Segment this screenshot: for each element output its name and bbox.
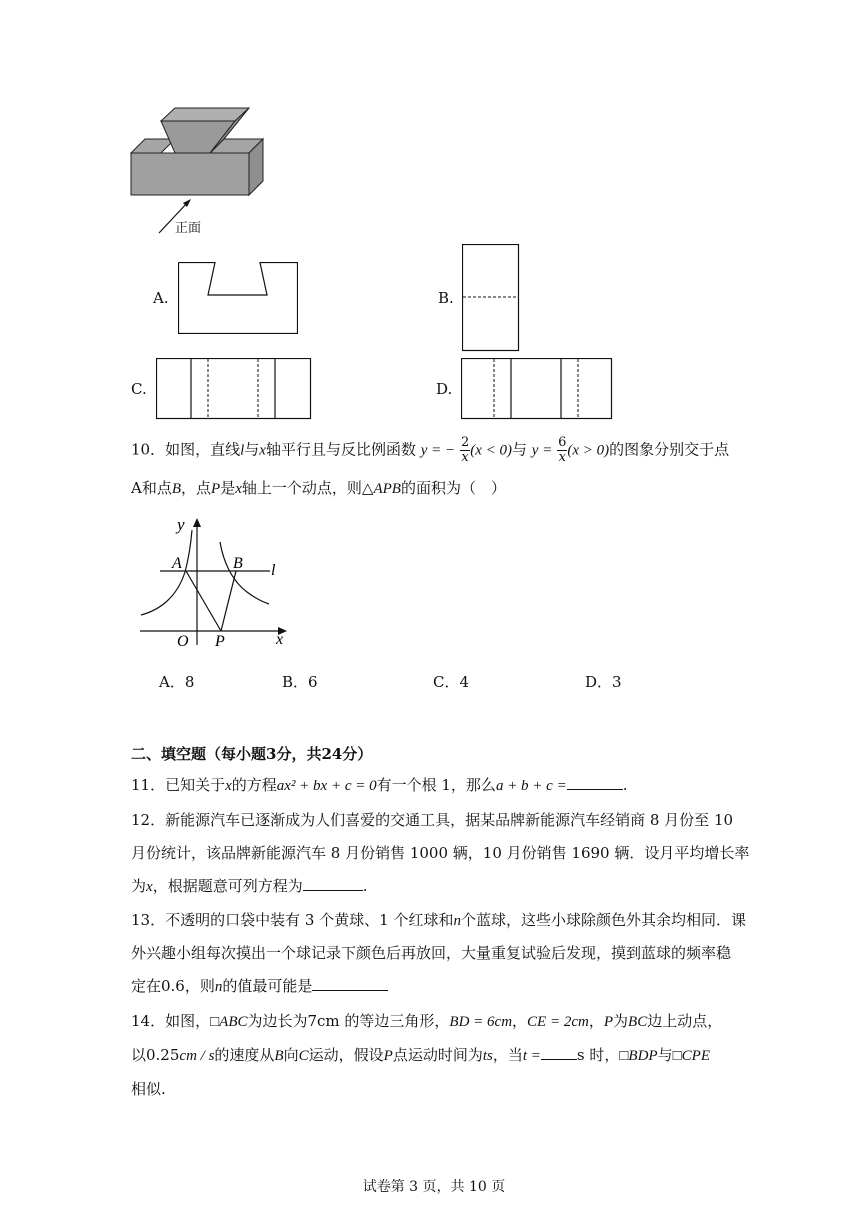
- q14-text-i: 点运动时间为: [392, 1046, 483, 1064]
- option-c-letter: C.: [131, 380, 147, 398]
- q12-var-x: x: [146, 879, 153, 895]
- graph-label-l: l: [271, 562, 276, 579]
- graph-label-a: A: [172, 555, 182, 572]
- q14-line3: 相似.: [131, 1080, 166, 1098]
- q13-text-a: 13．不透明的口袋中装有 3 个黄球、1 个红球和: [131, 911, 454, 929]
- q14-var-p2: P: [383, 1048, 393, 1064]
- q14-text-j: ，当: [492, 1046, 523, 1064]
- q14-comma2: ，: [588, 1012, 604, 1030]
- q13-line2: 外兴趣小组每次摸出一个球记录下颜色后再放回，大量重复试验后发现，摸到蓝球的频率稳: [131, 944, 732, 962]
- q10-option-b-letter: B．: [282, 673, 309, 691]
- q10-option-d: [585, 671, 622, 692]
- q10-text-i: 轴上一个动点，则△: [241, 479, 374, 497]
- q14-text-d: 边上动点，: [647, 1012, 723, 1030]
- q10-option-a-value: 8: [184, 673, 195, 691]
- q13-text-d: 的值最可能是: [222, 977, 313, 995]
- q10-var-p: P: [211, 481, 221, 497]
- q13-line3: [131, 976, 388, 997]
- graph-label-o: O: [177, 633, 189, 650]
- q11-text-b: 的方程: [231, 776, 277, 794]
- graph-label-y: y: [177, 515, 185, 534]
- q10-var-b: B: [171, 481, 182, 497]
- q10-text-j: 的面积为（ ）: [400, 479, 506, 497]
- q10-eq2-lhs: y =: [531, 442, 553, 459]
- q11-expression: a + b + c =: [495, 778, 567, 794]
- q10-var-l: l: [240, 442, 245, 459]
- q11-var-x: x: [225, 778, 232, 794]
- q14-bc: BC: [628, 1014, 648, 1030]
- q10-text-c: 轴平行且与反比例函数: [265, 440, 416, 459]
- q14-triangle-cpe: □CPE: [672, 1048, 710, 1064]
- q10-option-c-value: 4: [459, 673, 470, 691]
- q10-option-c-letter: C．: [433, 673, 460, 691]
- q13-text-b: 个蓝球，这些小球除颜色外其余均相同．课: [460, 911, 746, 929]
- q10-eq1-lhs: y = −: [420, 442, 456, 459]
- option-a-letter: A.: [153, 289, 169, 307]
- q14-bd: BD = 6cm: [449, 1014, 513, 1030]
- q10-text-h: 是: [220, 479, 236, 497]
- q10-var-x2: x: [235, 481, 242, 497]
- q14-text-c: 为: [613, 1012, 629, 1030]
- q14-text-f: 的速度从: [214, 1046, 275, 1064]
- q10-frac1-num: 2: [460, 435, 470, 450]
- q14-text-l: 与: [657, 1046, 673, 1064]
- q10-option-b-value: 6: [308, 673, 318, 691]
- q10-cond2: (x > 0): [567, 442, 610, 459]
- q11-end: .: [622, 776, 628, 794]
- graph-label-x: x: [276, 631, 284, 648]
- q14-text-h: 运动，假设: [308, 1046, 384, 1064]
- q10-frac2: [557, 436, 567, 465]
- q14-comma1: ，: [512, 1012, 528, 1030]
- q14-text-b: 为边长为7cm 的等边三角形，: [247, 1012, 450, 1030]
- q10-option-a-letter: A．: [159, 673, 185, 691]
- q10-frac1-den: x: [461, 450, 469, 465]
- q13-var-n2: n: [214, 979, 223, 995]
- q12-text-b: ，根据题意可列方程为: [152, 877, 303, 895]
- q10-text-d: 与: [512, 440, 528, 459]
- q14-unit: cm / s: [179, 1048, 215, 1064]
- q12-end: .: [362, 877, 368, 895]
- q14-var-c: C: [298, 1048, 309, 1064]
- q10-option-d-letter: D．: [585, 673, 613, 691]
- option-b-letter: B.: [438, 289, 454, 307]
- option-c-view: [156, 358, 312, 420]
- q14-text-g: 向: [283, 1046, 299, 1064]
- q14-ts: ts: [482, 1048, 493, 1064]
- q10-var-apb: APB: [373, 481, 401, 497]
- q11-answer-blank[interactable]: [567, 775, 623, 790]
- q10-text-e: 的图象分别交于点: [609, 440, 730, 459]
- q13-text-c: 定在0.6，则: [131, 977, 215, 995]
- q12-line1: 12．新能源汽车已逐渐成为人们喜爱的交通工具，据某品牌新能源汽车经销商 8 月份至 10: [131, 811, 734, 829]
- q14-var-b: B: [274, 1048, 284, 1064]
- q14-line2: [131, 1045, 710, 1066]
- q12-answer-blank[interactable]: [303, 876, 363, 891]
- option-d-view: [461, 358, 613, 420]
- q14-line1: [131, 1011, 722, 1032]
- q13-answer-blank[interactable]: [312, 976, 388, 991]
- q10-option-c: [433, 671, 469, 692]
- q14-ce: CE = 2cm: [527, 1014, 589, 1030]
- q10-line2: [131, 478, 506, 499]
- graph-label-p: P: [215, 633, 225, 650]
- front-label: 正面: [175, 221, 202, 236]
- q10-option-a: [159, 671, 194, 692]
- q14-text-k: s 时，: [576, 1046, 620, 1064]
- q10-option-d-value: 3: [612, 673, 622, 691]
- q14-var-p: P: [603, 1014, 614, 1030]
- q14-triangle-bdp: □BDP: [619, 1048, 658, 1064]
- option-b-view: [462, 244, 520, 352]
- q13-var-n: n: [453, 913, 461, 929]
- q11-text-c: 有一个根 1，那么: [376, 776, 496, 794]
- option-d-letter: D.: [436, 380, 453, 398]
- q11-equation: ax² + bx + c = 0: [276, 778, 377, 794]
- q10-frac1: [460, 436, 470, 465]
- q14-text-e: 以0.25: [131, 1046, 180, 1064]
- q12-line2: 月份统计，该品牌新能源汽车 8 月份销售 1000 辆，10 月份销售 1690 辆．设月平均增长率: [131, 844, 750, 862]
- q14-answer-blank[interactable]: [541, 1045, 577, 1060]
- page-footer: 试卷第 3 页，共 10 页: [362, 1179, 506, 1195]
- q10-text-f: A和点: [131, 479, 172, 497]
- q14-t-eq: t =: [522, 1048, 541, 1064]
- q10-frac2-num: 6: [558, 435, 567, 450]
- q10-line1: [131, 436, 729, 465]
- q14-triangle-abc: □ABC: [210, 1014, 248, 1030]
- q10-var-x: x: [259, 442, 266, 459]
- q11: [131, 775, 628, 796]
- q10-frac2-den: x: [558, 450, 566, 465]
- q12-text-a: 为: [131, 877, 147, 895]
- q10-text-b: 与: [244, 440, 260, 459]
- q10-option-b: [282, 671, 318, 692]
- section-title: 二、填空题（每小题3分，共24分）: [131, 745, 373, 763]
- q11-text-a: 11．已知关于: [131, 776, 226, 794]
- q14-text-a: 14．如图，: [131, 1012, 211, 1030]
- q10-text-g: ，点: [181, 479, 212, 497]
- q13-line1: [131, 910, 746, 931]
- option-a-view: [178, 262, 298, 334]
- q10-cond1: (x < 0): [470, 442, 512, 459]
- graph-label-b: B: [233, 555, 243, 572]
- q10-text-a: 10．如图，直线: [131, 440, 241, 459]
- q12-line3: [131, 876, 367, 897]
- q10-graph: [135, 512, 295, 650]
